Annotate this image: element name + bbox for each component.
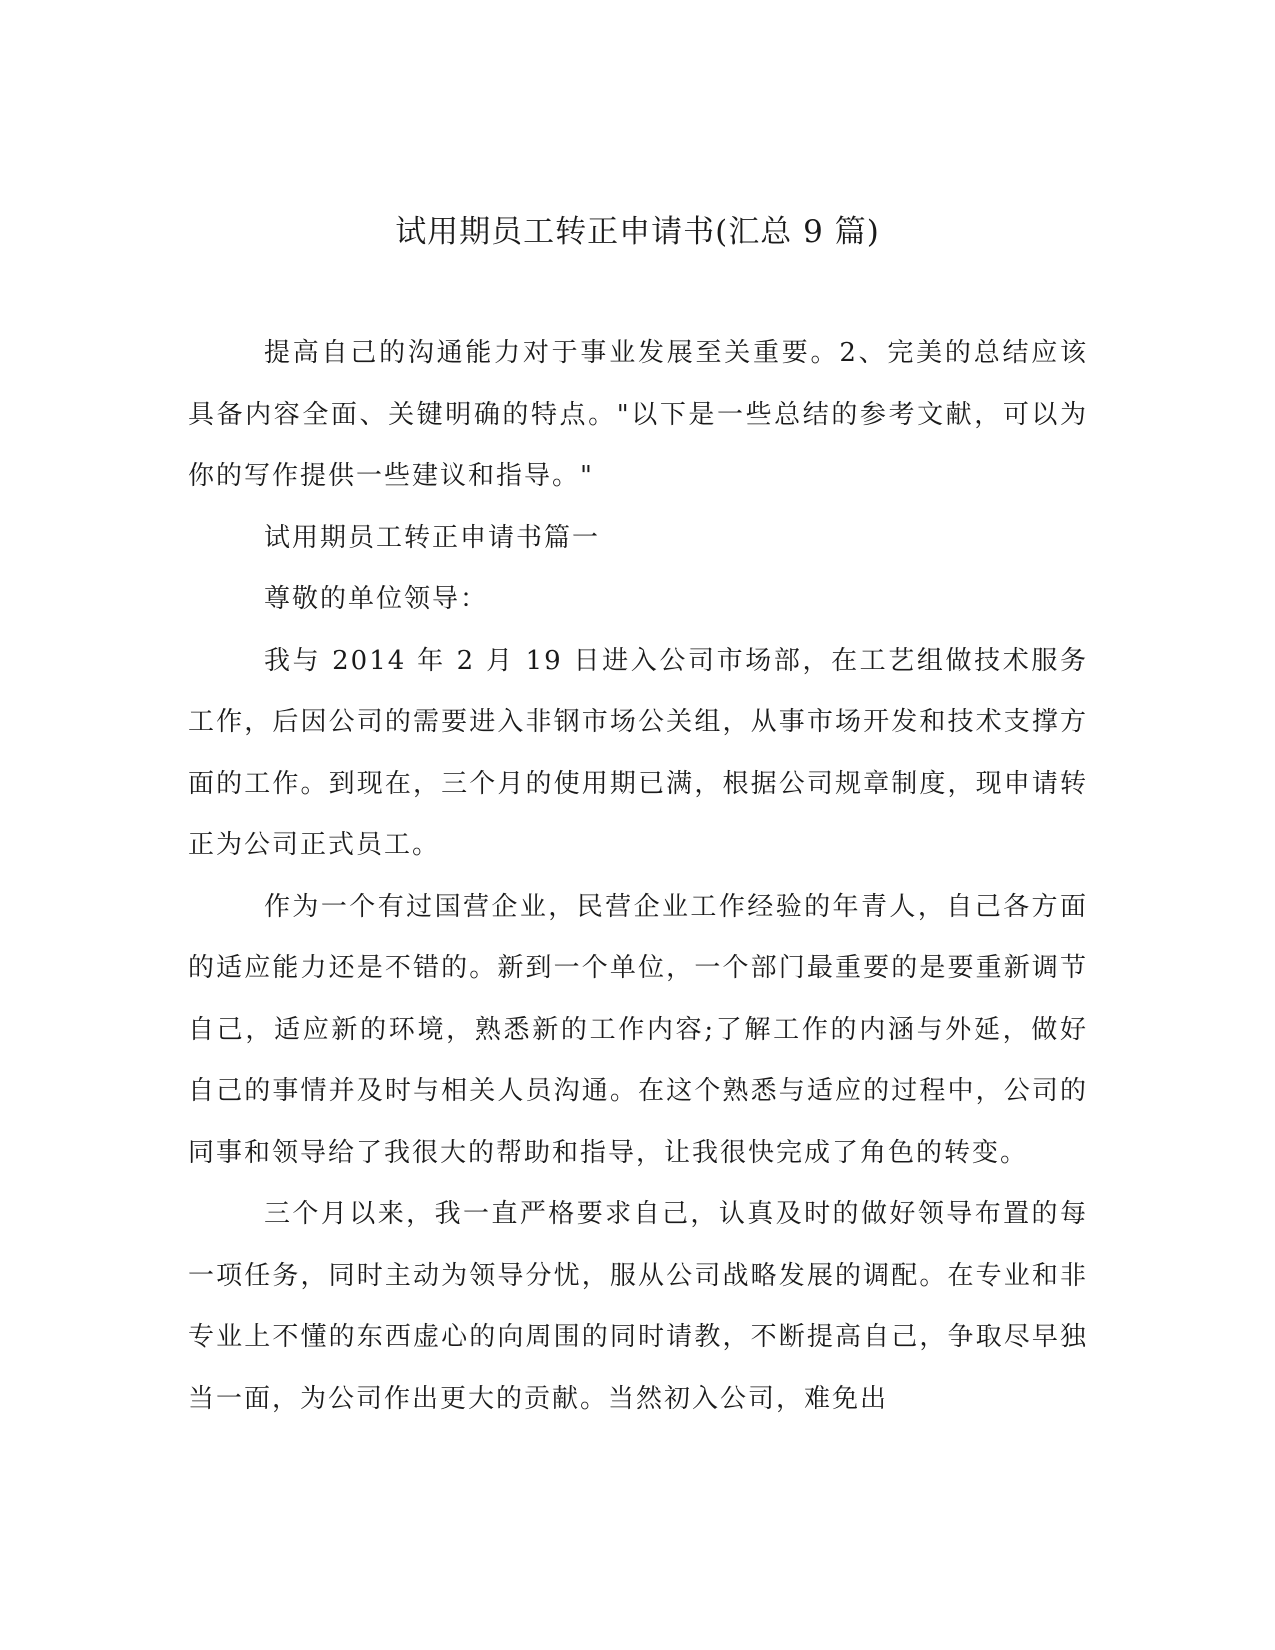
paragraph-work-attitude: 三个月以来，我一直严格要求自己，认真及时的做好领导布置的每一项任务，同时主动为领导分忧，服从公司战略发展的调配。在专业和非专业上不懂的东西虚心的向周围的同时请教，不断提高自己，争取尽早独当一面，为公司作出更大的贡献。当然初入公司，难免出	[188, 1199, 1088, 1414]
document-body	[188, 323, 1088, 1430]
document-title: 试用期员工转正申请书(汇总 9 篇)	[395, 214, 880, 250]
paragraph-intro: 提高自己的沟通能力对于事业发展至关重要。2、完美的总结应该具备内容全面、关键明确的特点。"以下是一些总结的参考文献，可以为你的写作提供一些建议和指导。"	[188, 338, 1088, 491]
paragraph-entry: 我与 2014 年 2 月 19 日进入公司市场部，在工艺组做技术服务工作，后因公司的需要进入非钢市场公关组，从事市场开发和技术支撑方面的工作。到现在，三个月的使用期已满，根据公司规章制度，现申请转正为公司正式员工。	[188, 645, 1088, 860]
paragraph-adaptation: 作为一个有过国营企业，民营企业工作经验的年青人，自己各方面的适应能力还是不错的。新到一个单位，一个部门最重要的是要重新调节自己，适应新的环境，熟悉新的工作内容;了解工作的内涵与外延，做好自己的事情并及时与相关人员沟通。在这个熟悉与适应的过程中，公司的同事和领导给了我很大的帮助和指导，让我很快完成了角色的转变。	[188, 891, 1088, 1168]
section-heading: 试用期员工转正申请书篇一	[264, 522, 601, 553]
salutation: 尊敬的单位领导：	[264, 584, 489, 614]
